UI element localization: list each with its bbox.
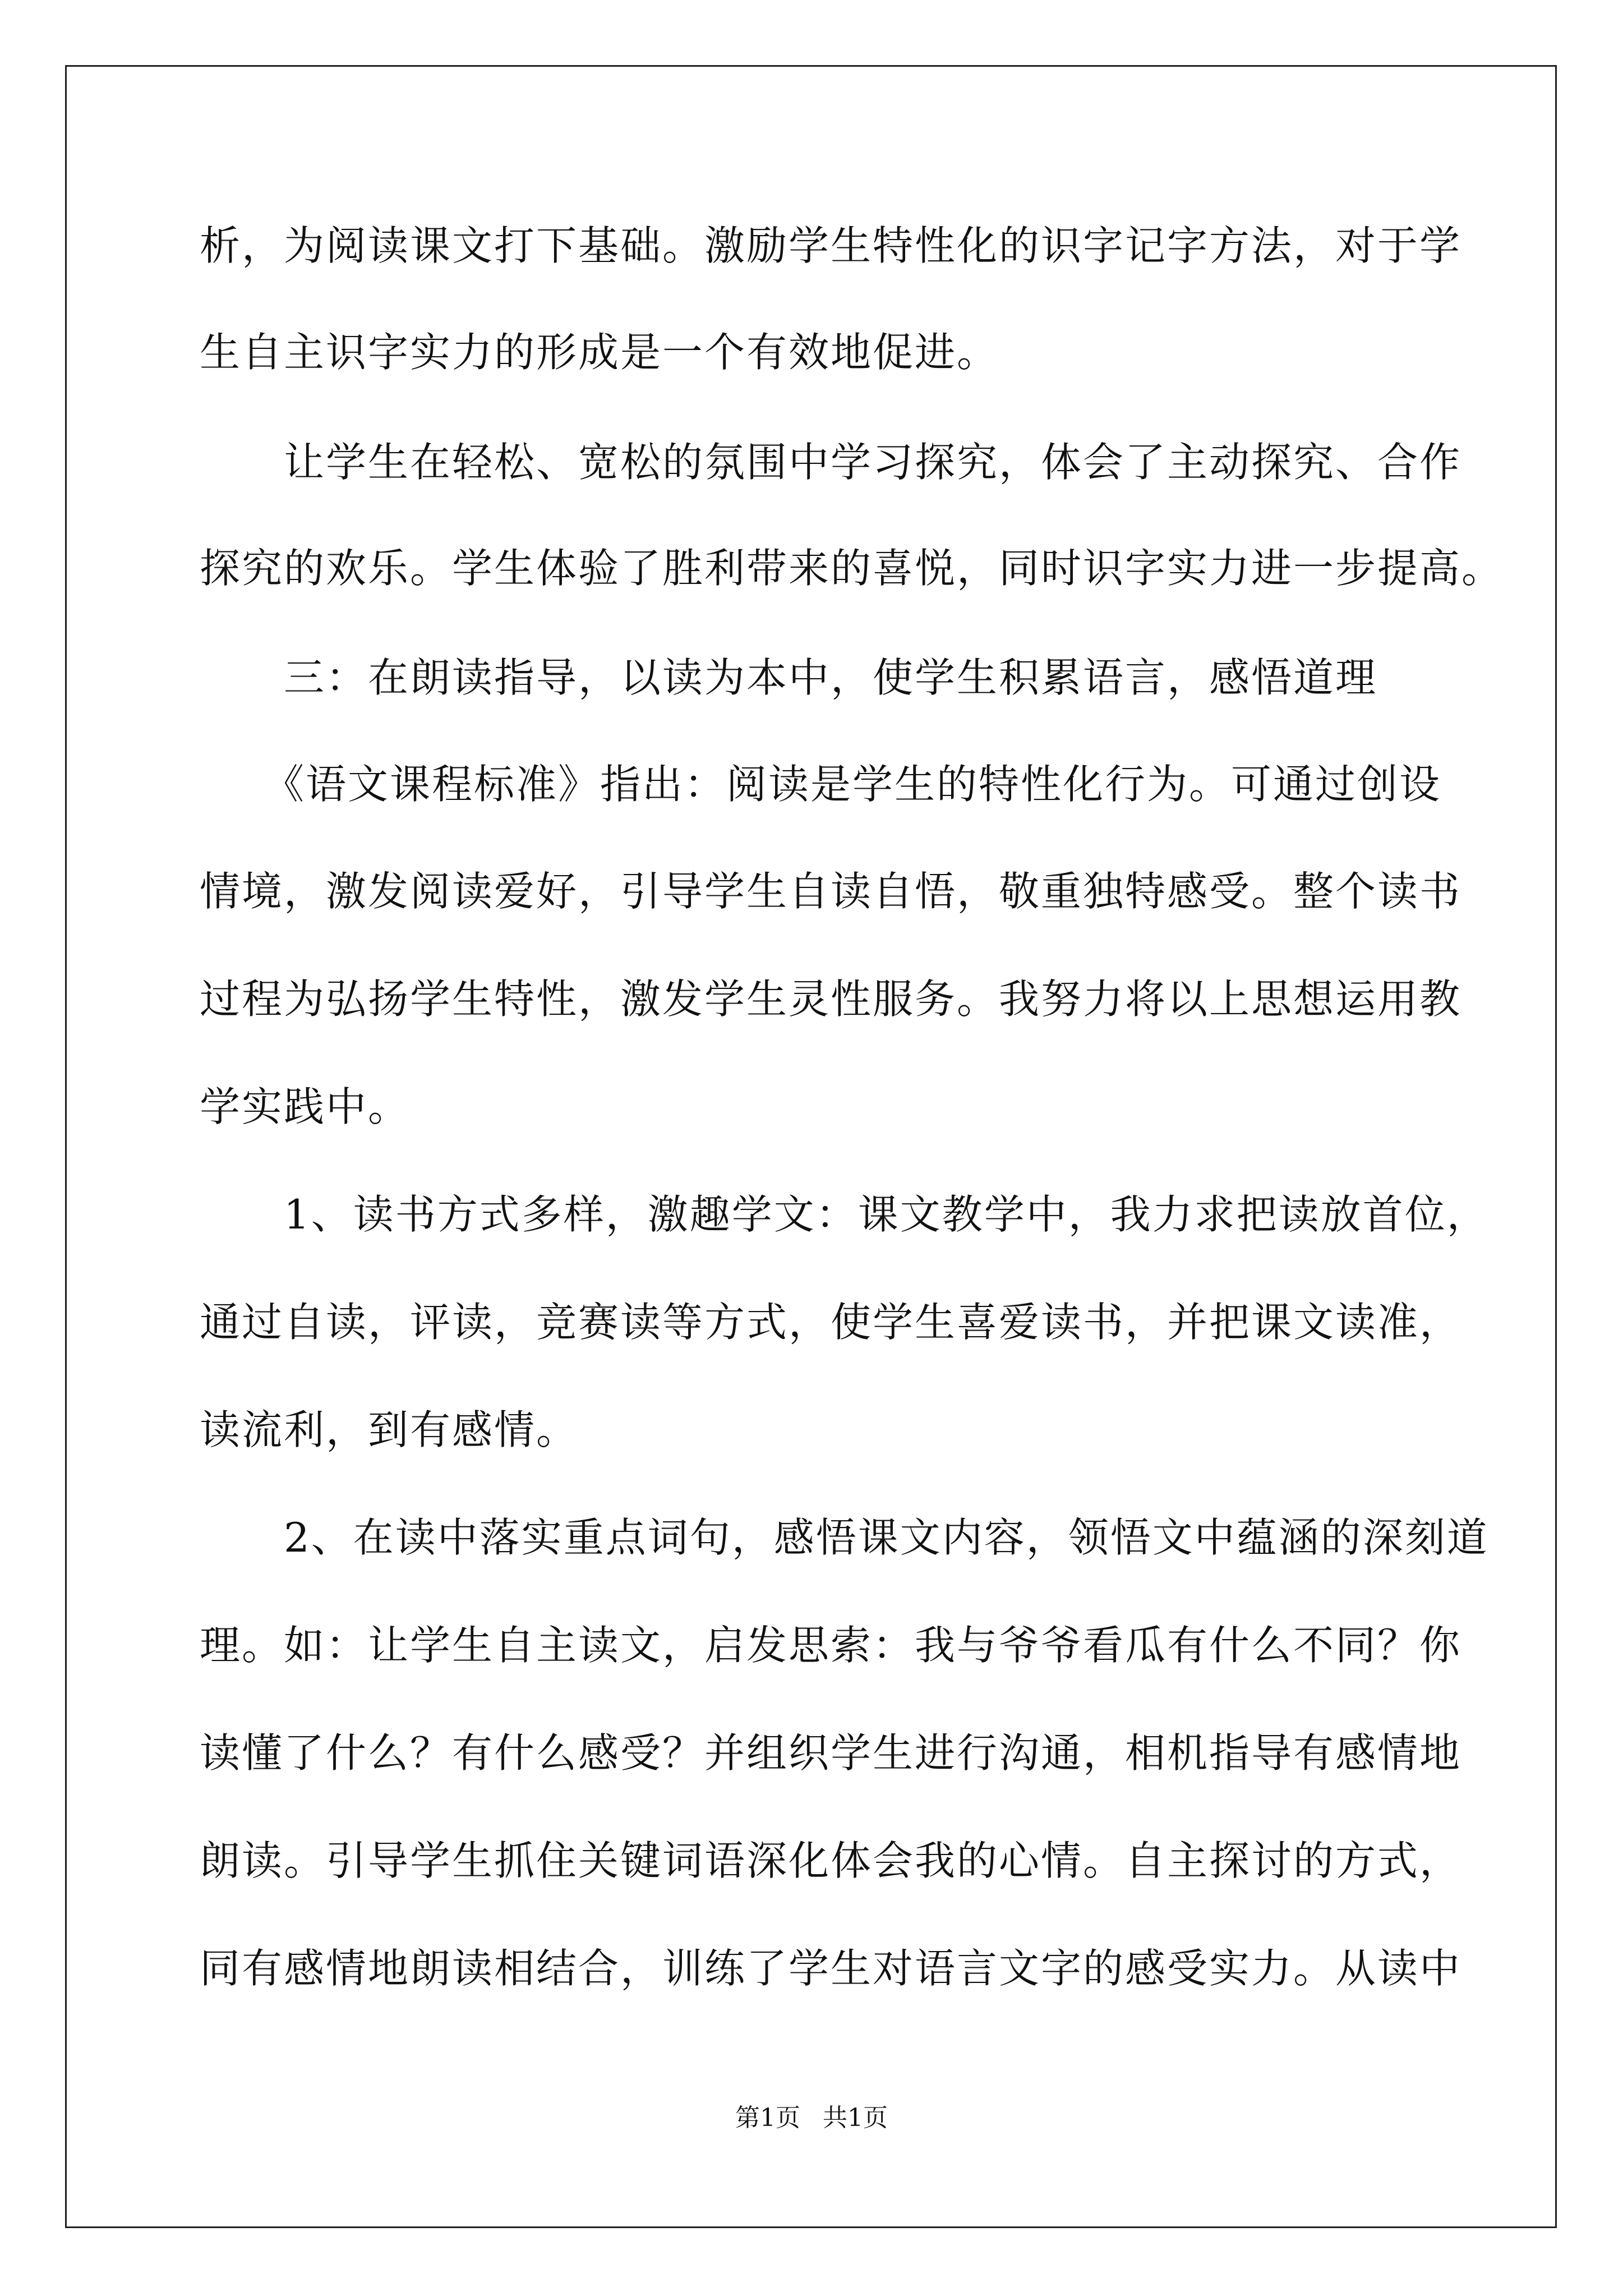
text-line: 《语文课程标准》指出：阅读是学生的特性化行为。可通过创设: [200, 761, 1442, 808]
text-line: 2、在读中落实重点词句，感悟课文内容，领悟文中蕴涵的深刻道: [200, 1514, 1489, 1561]
text-line: 学实践中。: [200, 1083, 411, 1130]
text-line: 同有感情地朗读相结合，训练了学生对语言文字的感受实力。从读中: [200, 1945, 1462, 1992]
text-line: 读懂了什么？有什么感受？并组织学生进行沟通，相机指导有感情地: [200, 1729, 1462, 1777]
page-number: 第1页: [735, 2104, 800, 2132]
page-border: [65, 65, 1557, 2228]
text-line: 情境，激发阅读爱好，引导学生自读自悟，敬重独特感受。整个读书: [200, 868, 1462, 915]
text-line: 朗读。引导学生抓住关键词语深化体会我的心情。自主探讨的方式，: [200, 1837, 1462, 1884]
text-line: 生自主识字实力的形成是一个有效地促进。: [200, 329, 999, 376]
text-line: 三：在朗读指导，以读为本中，使学生积累语言，感悟道理: [200, 654, 1378, 701]
text-line: 过程为弘扬学生特性，激发学生灵性服务。我努力将以上思想运用教: [200, 976, 1462, 1023]
page-footer: [0, 2101, 1623, 2135]
text-line: 通过自读，评读，竞赛读等方式，使学生喜爱读书，并把课文读准，: [200, 1299, 1462, 1346]
text-line: 理。如：让学生自主读文，启发思索：我与爷爷看瓜有什么不同？你: [200, 1622, 1462, 1669]
text-line: 让学生在轻松、宽松的氛围中学习探究，体会了主动探究、合作: [200, 439, 1462, 486]
text-line: 析，为阅读课文打下基础。激励学生特性化的识字记字方法，对于学: [200, 222, 1462, 269]
text-line: 探究的欢乐。学生体验了胜利带来的喜悦，同时识字实力进一步提高。: [200, 545, 1504, 592]
text-line: 读流利，到有感情。: [200, 1406, 579, 1453]
page-total: 共1页: [823, 2104, 888, 2132]
text-line: 1、读书方式多样，激趣学文：课文教学中，我力求把读放首位，: [200, 1191, 1489, 1238]
